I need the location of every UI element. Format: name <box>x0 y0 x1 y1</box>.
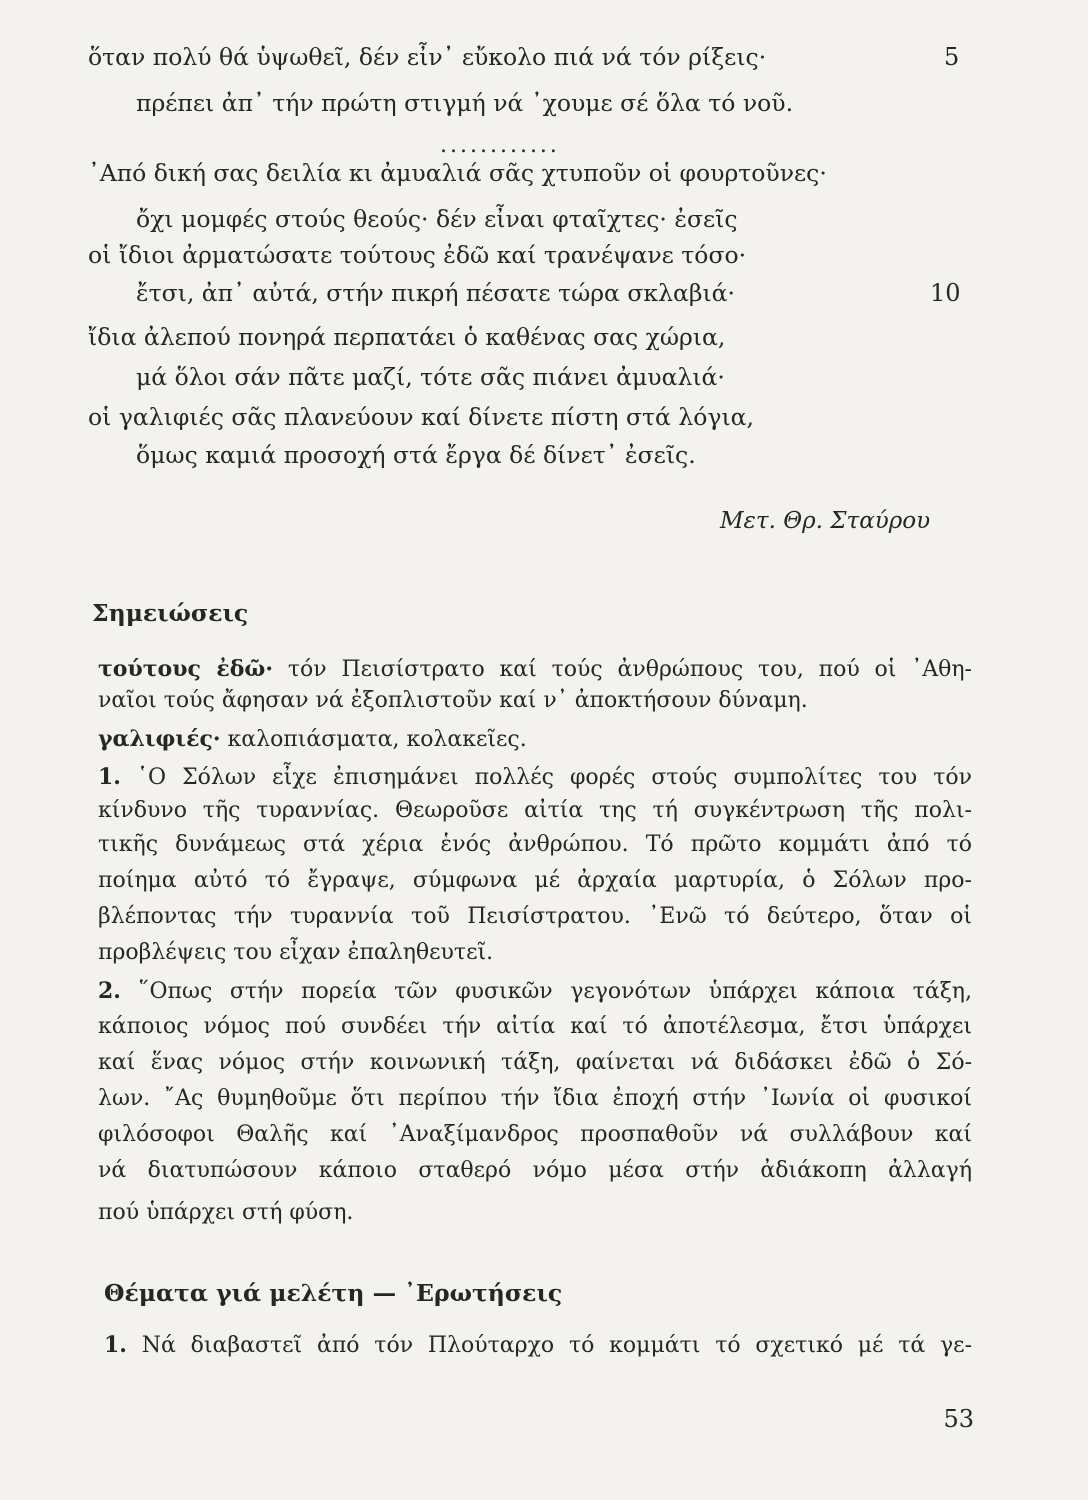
poem-line-8: μά ὅλοι σάν πᾶτε μαζί, τότε σᾶς πιάνει ἀμυαλιά· <box>136 363 725 391</box>
note-1-line-5: βλέποντας τήν τυραννία τοῦ Πεισίστρατου. ᾽Ενῶ τό δεύτερο, ὅταν οἱ <box>98 904 972 929</box>
note-1-line-6: προβλέψεις του εἶχαν ἐπαληθευτεῖ. <box>98 940 494 965</box>
note-2-line-7: πού ὑπάρχει στή φύση. <box>98 1200 354 1225</box>
note-2-line-3: καί ἕνας νόμος στήν κοινωνική τάξη, φαίνεται νά διδάσκει ἐδῶ ὁ Σό- <box>98 1050 972 1075</box>
note-1-line-1 <box>98 762 972 793</box>
gloss-2-text: καλοπιάσματα, κολακεῖες. <box>227 727 527 752</box>
poem-line-4: ὄχι μομφές στούς θεούς· δέν εἶναι φταῖχτες· ἐσεῖς <box>136 205 738 233</box>
note-1-line-4: ποίημα αὐτό τό ἔγραψε, σύμφωνα μέ ἀρχαία μαρτυρία, ὁ Σόλων προ- <box>98 868 972 893</box>
note-1-line-3: τικῆς δυνάμεως στά χέρια ἑνός ἀνθρώπου. Τό πρῶτο κομμάτι ἀπό τό <box>98 832 972 857</box>
poem-ellipsis: ............ <box>440 133 560 158</box>
note-2-line-6: νά διατυπώσουν κάποιο σταθερό νόμο μέσα στήν ἀδιάκοπη ἀλλαγή <box>98 1158 972 1183</box>
page-number: 53 <box>943 1405 974 1433</box>
poem-line-5: οἱ ἴδιοι ἀρματώσατε τούτους ἐδῶ καί τρανέψανε τόσο· <box>88 241 747 269</box>
gloss-1-text: τόν Πεισίστρατο καί τούς ἀνθρώπους του, πού οἱ ᾽Αθη- <box>287 657 972 682</box>
note-2-line-5: φιλόσοφοι Θαλῆς καί ᾽Αναξίμανδρος προσπαθοῦν νά συλλάβουν καί <box>98 1122 972 1147</box>
gloss-1 <box>98 654 972 685</box>
poem-line-number-10: 10 <box>930 279 961 307</box>
study-heading: Θέματα γιά μελέτη — ᾽Ερωτήσεις <box>104 1279 563 1307</box>
gloss-1-term: τούτους ἐδῶ· <box>98 656 274 682</box>
notes-heading: Σημειώσεις <box>92 599 249 627</box>
poem-line-9: οἱ γαλιφιές σᾶς πλανεύουν καί δίνετε πίστη στά λόγια, <box>88 403 754 431</box>
poem-line-1: ὅταν πολύ θά ὑψωθεῖ, δέν εἶν᾽ εὔκολο πιά νά τόν ρίξεις· <box>88 43 767 71</box>
note-2-line-2: κάποιος νόμος πού συνδέει τήν αἰτία καί τό ἀποτέλεσμα, ἔτσι ὑπάρχει <box>98 1014 972 1039</box>
translator-credit: Μετ. Θρ. Σταύρου <box>720 508 931 534</box>
poem-line-2: πρέπει ἀπ᾽ τήν πρώτη στιγμή νά ᾽χουμε σέ ὅλα τό νοῦ. <box>136 89 794 117</box>
note-1-number: 1. <box>98 764 121 790</box>
question-1 <box>104 1330 972 1361</box>
note-1-text-start: ῾Ο Σόλων εἶχε ἐπισημάνει πολλές φορές στούς συμπολίτες του τόν <box>137 765 972 790</box>
poem-line-7: ἴδια ἀλεπού πονηρά περπατάει ὁ καθένας σας χώρια, <box>88 323 726 351</box>
question-1-number: 1. <box>104 1332 127 1358</box>
note-2-number: 2. <box>98 978 121 1004</box>
gloss-1-continued: ναῖοι τούς ἄφησαν νά ἐξοπλιστοῦν καί ν᾽ ἀποκτήσουν δύναμη. <box>98 688 808 713</box>
note-2-text-start: ῞Οπως στήν πορεία τῶν φυσικῶν γεγονότων ὑπάρχει κάποια τάξη, <box>138 979 972 1004</box>
poem-line-3: ᾽Από δική σας δειλία κι ἀμυαλιά σᾶς χτυποῦν οἱ φουρτοῦνες· <box>88 159 827 187</box>
poem-line-6: ἔτσι, ἀπ᾽ αὐτά, στήν πικρή πέσατε τώρα σκλαβιά· <box>136 279 736 307</box>
note-1-line-2: κίνδυνο τῆς τυραννίας. Θεωροῦσε αἰτία της τή συγκέντρωση τῆς πολι- <box>98 798 972 823</box>
gloss-2-term: γαλιφιές· <box>98 726 221 752</box>
note-2-line-4: λων. ῎Ας θυμηθοῦμε ὅτι περίπου τήν ἴδια ἐποχή στήν ᾽Ιωνία οἱ φυσικοί <box>98 1086 972 1111</box>
question-1-text: Νά διαβαστεῖ ἀπό τόν Πλούταρχο τό κομμάτι τό σχετικό μέ τά γε- <box>141 1333 973 1358</box>
note-2-line-1 <box>98 976 972 1007</box>
poem-line-number-5: 5 <box>944 43 960 71</box>
gloss-2 <box>98 724 972 755</box>
poem-line-10: ὅμως καμιά προσοχή στά ἔργα δέ δίνετ᾽ ἐσεῖς. <box>136 441 696 469</box>
